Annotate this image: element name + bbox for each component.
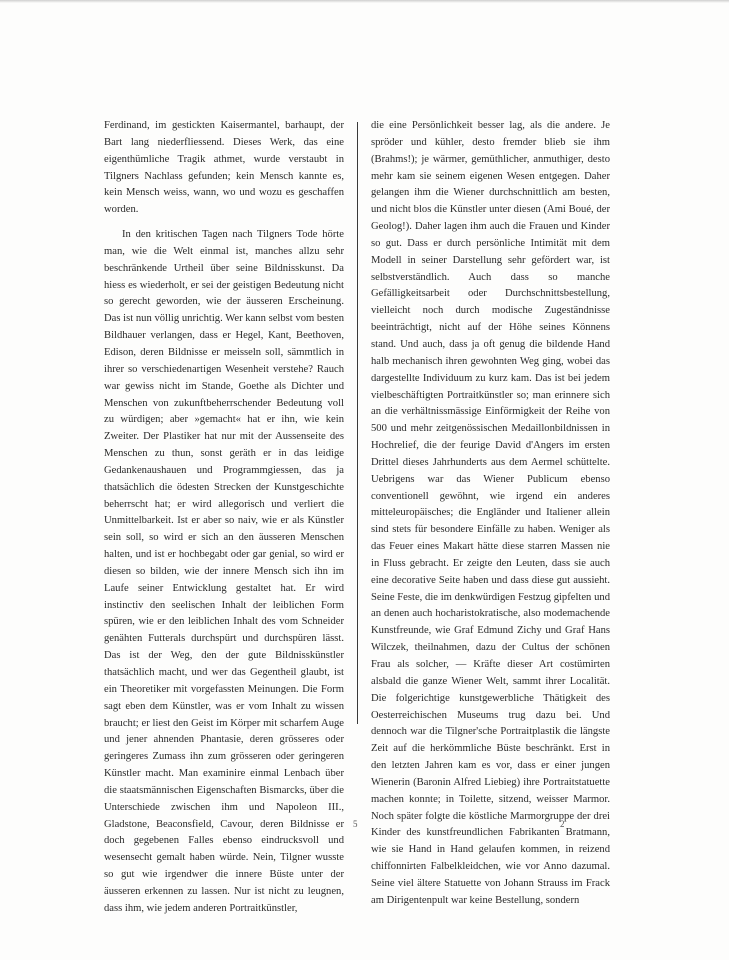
page-top-edge	[0, 0, 729, 3]
left-paragraph-2: In den kritischen Tagen nach Tilgners Tode hörte man, wie die Welt einmal ist, manches allzu sehr beschränkende Urtheil über seine Bildnisskunst. Da hiess es wiederholt, er sei der geistigen Bedeutung nicht so gerecht geworden, wie der äusseren Erscheinung. Das ist nun völlig unrichtig. Wer kann selbst vom besten Bildhauer verlangen, dass er Hegel, Kant, Beethoven, Edison, deren Bildnisse er meisseln soll, sämmtlich in ihrer so verschiedenartigen Wesenheit verstehe? Rauch war gewiss nicht im Stande, Goethe als Dichter und Menschen von zukunftbeherrschender Bedeutung voll zu würdigen; aber »gemacht« hat er ihn, wie kein Zweiter. Der Plastiker hat nur mit der Aussenseite des Menschen zu thun, sonst geräth er in das leidige Gedankenaushauen und Programmgiessen, das ja thatsächlich die ödesten Strecken der Kunstgeschichte beherrscht hat; er wird allegorisch und verliert die Unmittelbarkeit. Ist er aber so naiv, wie er als Künstler sein soll, so wird er sich an den äusseren Menschen halten, und ist er hochbegabt oder gar genial, so wird er diesen so bilden, wie der innere Mensch sich ihn im Laufe seiner Entwicklung gestaltet hat. Er wird instinctiv den seelischen Inhalt der leiblichen Form spüren, wie er den leiblichen Inhalt des vom Schneider genähten Futterals durchspürt und durchspüren lässt. Das ist der Weg, den der gute Bildnisskünstler thatsächlich macht, und wer das Gegentheil glaubt, ist ein Theoretiker mit vorgefassten Meinungen. Die Form sagt eben dem Künstler, was er vom Inhalt zu wissen braucht; er liest den Geist im Körper mit scharfem Auge und jener ahnenden Phantasie, deren grösseres oder geringeres Zumass ihn zum grösseren oder geringeren Künstler macht. Man examinire einmal Lenbach über die staatsmännischen Eigenschaften Bismarcks, über die Unterschiede zwischen ihm und Napoleon III., Gladstone, Beaconsfield, Cavour, deren Bildnisse er doch gegebenen Falles ebenso eindrucksvoll und wesensecht gemalt haben würde. Nein, Tilgner wusste so gut wie irgendwer die innere Büste unter der äusseren erkennen zu lassen. Nur ist nicht zu leugnen, dass ihm, wie jedem anderen Portraitkünstler,	[104, 229, 344, 914]
right-text-column	[371, 118, 610, 910]
page-number-right: 2	[560, 819, 565, 829]
paragraph-gap	[104, 219, 344, 227]
left-text-column	[104, 118, 344, 918]
left-paragraph-1: Ferdinand, im gestickten Kaisermantel, barhaupt, der Bart lang niederfliessend. Dieses Werk, das eine eigenthümliche Tragik athmet, wurde verstaubt in Tilgners Nachlass gefunden; kein Mensch kannte es, kein Mensch weiss, wann, wo und wozu es geschaffen worden.	[104, 120, 344, 216]
right-paragraph-1: die eine Persönlichkeit besser lag, als die andere. Je spröder und kühler, desto fremder blieb sie ihm (Brahms!); je wärmer, gemüthlicher, anmuthiger, desto mehr kam sie seinem eigenen Wesen entgegen. Daher gelangen ihm die Wiener durchschnittlich am besten, und nicht blos die Künstler unter diesen (Ami Boué, der Geolog!). Daher lagen ihm auch die Frauen und Kinder so gut. Dass er durch persönliche Intimität mit dem Modell in seiner Darstellung sehr gefördert war, ist selbstverständlich. Auch dass so manche Gefälligkeitsarbeit oder Durchschnittsbestellung, vielleicht noch durch modische Zugeständnisse beeinträchtigt, nicht auf der Höhe seines Könnens stand. Und auch, dass ja oft genug die bildende Hand halb mechanisch ihren gewohnten Weg ging, wobei das dargestellte Individuum zu kurz kam. Das ist bei jedem vielbeschäftigten Portraitkünstler so; man erinnere sich an die verhältnissmässige Einförmigkeit der Reihe von 500 und mehr zeitgenössischen Medaillonbildnissen in Hochrelief, die der feurige David d'Angers im ersten Drittel dieses Jahrhunderts aus dem Aermel schüttelte. Uebrigens war das Wiener Publicum ebenso conventionell gewöhnt, wie irgend ein anderes mitteleuropäisches; die Engländer und Italiener allein sind stets für besondere Einfälle zu haben. Weniger als das Feuer eines Makart hätte diese starren Massen nie in Fluss gebracht. Er zeigte den Leuten, dass sie auch eine decorative Seite haben und dass diese gut aussieht. Seine Feste, die im denkwürdigen Festzug gipfelten und an denen auch hocharistokratische, also modemachende Kunstfreunde, wie Graf Edmund Zichy und Graf Hans Wilczek, theilnahmen, dazu der Cultus der schönen Frau als solcher, — Kräfte dieser Art costümirten alsbald die ganze Wiener Welt, sammt ihrer Localität. Die folgerichtige kunstgewerbliche Thätigkeit des Oesterreichischen Museums trug dazu bei. Und dennoch war die Tilgner'sche Portraitplastik die längste Zeit auf die herkömmliche Büste beschränkt. Erst in den letzten Jahren kam es vor, dass er einer jungen Wienerin (Baronin Alfred Liebieg) ihre Portraitstatuette machen konnte; in Toilette, sitzend, weisser Marmor. Noch später folgte die köstliche Marmorgruppe der drei Kinder des kunstfreundlichen Fabrikanten Bratmann, wie sie Hand in Hand gelaufen kommen, in reizend chiffonnirten Falbelkleidchen, wie vor Anno dazumal. Seine viel ältere Statuette von Johann Strauss im Frack am Dirigentenpult war keine Bestellung, sondern	[371, 120, 610, 906]
page-number-left: 5	[353, 819, 358, 829]
column-divider-rule	[357, 122, 358, 724]
